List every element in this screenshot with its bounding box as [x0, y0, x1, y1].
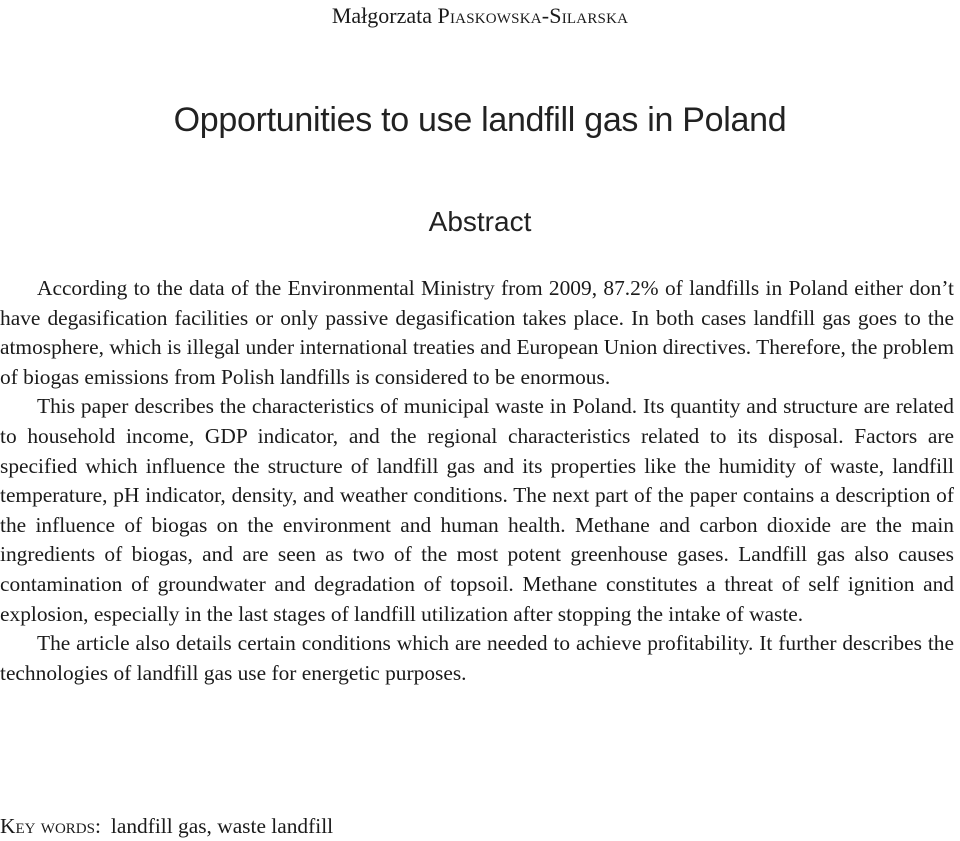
paper-title: Opportunities to use landfill gas in Poland	[173, 101, 787, 139]
author-surname: Piaskowska-Silarska	[437, 3, 629, 28]
abstract-body	[0, 274, 954, 688]
abstract-heading: Abstract	[428, 206, 532, 237]
keywords-line	[0, 812, 960, 840]
abstract-paragraph: This paper describes the characteristics of municipal waste in Poland. Its quantity and structure are related to household income, GDP indicator, and the regional characteristics related to its disposal. Factors are specified which influence the structure of landfill gas and its properties like the humidity of waste, landfill temperature, pH indicator, density, and weather conditions. The next part of the paper contains a description of the influence of biogas on the environment and human health. Methane and carbon dioxide are the main ingredients of biogas, and are seen as two of the most potent greenhouse gases. Landfill gas also causes contamination of groundwater and degradation of topsoil. Methane constitutes a threat of self ignition and explosion, especially in the last stages of landfill utilization after stopping the intake of waste.	[0, 394, 954, 626]
keywords-value: landfill gas, waste landfill	[110, 814, 334, 838]
keywords-label: Key words:	[0, 814, 101, 838]
abstract-paragraph: According to the data of the Environmental Ministry from 2009, 87.2% of landfills in Poland either don’t have degasification facilities or only passive degasification takes place. In both cases landfill gas goes to the atmosphere, which is illegal under international treaties and European Union directives. Therefore, the problem of biogas emissions from Polish landfills is considered to be enormous.	[0, 276, 954, 389]
author-line	[0, 2, 960, 30]
author-first-name: Małgorzata	[331, 3, 433, 28]
abstract-paragraph: The article also details certain conditions which are needed to achieve profitability. It further describes the technologies of landfill gas use for energetic purposes.	[0, 631, 954, 685]
